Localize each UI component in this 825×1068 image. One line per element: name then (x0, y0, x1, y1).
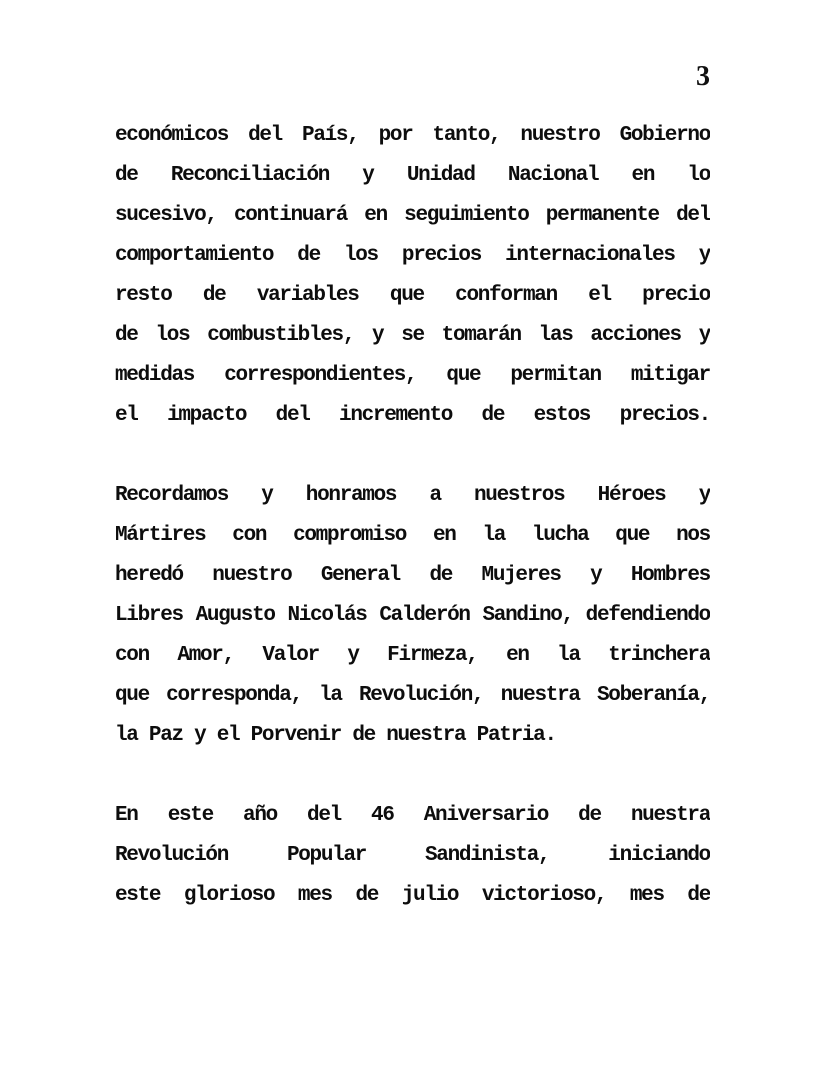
text-line: medidas correspondientes, que permitan mitigar (115, 364, 710, 387)
text-line: Libres Augusto Nicolás Calderón Sandino, defendiendo (115, 604, 710, 627)
text-line: de los combustibles, y se tomarán las acciones y (115, 324, 710, 347)
text-line: En este año del 46 Aniversario de nuestra (115, 804, 710, 827)
text-line: resto de variables que conforman el precio (115, 284, 710, 307)
paragraph (115, 796, 710, 916)
text-line: con Amor, Valor y Firmeza, en la trinchera (115, 644, 710, 667)
paragraph (115, 476, 710, 756)
text-line: Revolución Popular Sandinista, iniciando (115, 844, 710, 867)
page-number: 3 (696, 61, 710, 92)
paragraph (115, 116, 710, 436)
page-header (115, 56, 710, 98)
text-line: la Paz y el Porvenir de nuestra Patria. (115, 724, 556, 747)
text-line: económicos del País, por tanto, nuestro Gobierno (115, 124, 710, 147)
text-line: el impacto del incremento de estos precios. (115, 404, 710, 427)
text-line: Mártires con compromiso en la lucha que nos (115, 524, 710, 547)
text-line: Recordamos y honramos a nuestros Héroes y (115, 484, 710, 507)
text-line: este glorioso mes de julio victorioso, mes de (115, 884, 710, 907)
text-line: de Reconciliación y Unidad Nacional en lo (115, 164, 710, 187)
document-body (115, 116, 710, 916)
text-line: que corresponda, la Revolución, nuestra Soberanía, (115, 684, 710, 707)
text-line: sucesivo, continuará en seguimiento permanente del (115, 204, 710, 227)
text-line: heredó nuestro General de Mujeres y Hombres (115, 564, 710, 587)
text-line: comportamiento de los precios internacionales y (115, 244, 710, 267)
